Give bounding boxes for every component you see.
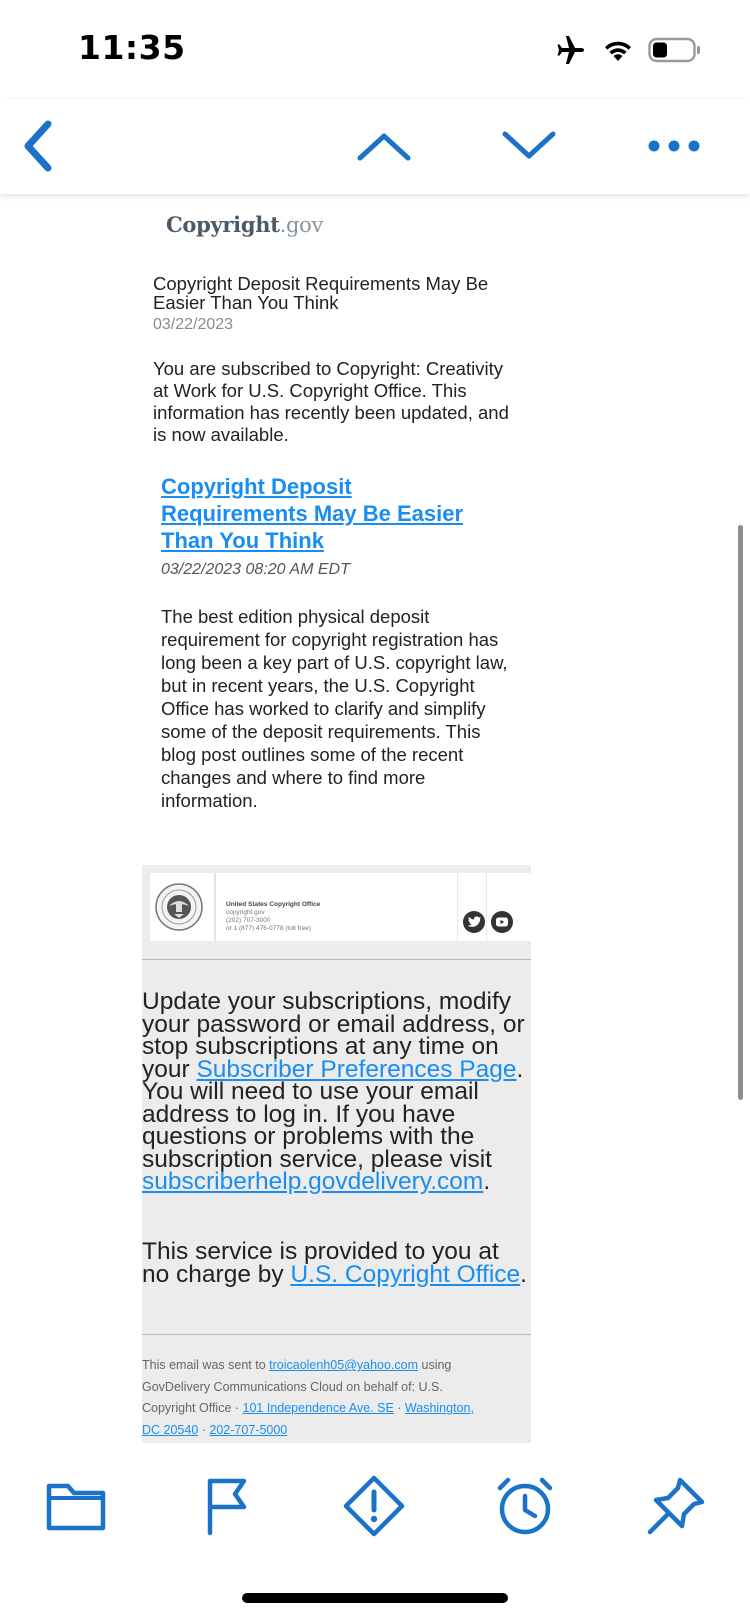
phone-link[interactable]: 202-707-5000 — [209, 1422, 288, 1437]
chevron-up-icon — [354, 126, 414, 166]
email-date: 03/22/2023 — [153, 316, 234, 333]
twitter-icon[interactable] — [463, 911, 485, 933]
home-indicator[interactable] — [242, 1593, 508, 1603]
status-time: 11:35 — [78, 28, 186, 67]
city-link[interactable]: Washington, DC 20540 — [142, 1401, 474, 1437]
back-button[interactable] — [6, 114, 70, 178]
subscription-notice: You are subscribed to Copyright: Creativity at Work for U.S. Copyright Office. This information has recently been updated, and is now available. — [153, 358, 509, 445]
pin-icon — [644, 1474, 708, 1538]
sent-to-notice: This email was sent to troicaolenh05@yahoo.com using GovDelivery Communications Cloud on behalf of: U.S. Copyright Office · 101 Independence Ave. SE · Washington, DC 20540 · 202-707-5000 — [142, 1358, 474, 1437]
article-summary: The best edition physical deposit requirement for copyright registration has long been a key part of U.S. copyright law, but in recent years, the U.S. Copyright Office has worked to clarify and simplify some of the deposit requirements. This blog post outlines some of the recent changes and where to find more information. — [161, 606, 508, 811]
address-link[interactable]: 101 Independence Ave. SE — [242, 1401, 394, 1415]
recipient-email-link[interactable]: troicaolenh05@yahoo.com — [269, 1358, 419, 1372]
move-to-folder-button[interactable] — [42, 1472, 110, 1540]
airplane-icon — [554, 35, 588, 65]
subscriber-preferences-link[interactable]: Subscriber Preferences Page — [196, 1055, 517, 1083]
copyright-office-seal-icon — [152, 874, 206, 940]
battery-icon — [648, 36, 702, 64]
flag-icon — [200, 1476, 256, 1536]
email-body — [0, 194, 750, 1444]
chevron-down-icon — [499, 126, 559, 166]
office-contact-info: United States Copyright Office copyright.gov (202) 707-3000 or 1 (877) 476-0778 (toll free) — [226, 901, 321, 932]
status-bar — [0, 0, 750, 100]
next-message-button[interactable] — [497, 114, 561, 178]
article-title-link[interactable]: Copyright Deposit Requirements May Be Easier Than You Think — [161, 474, 464, 553]
footer-divider-2 — [142, 1334, 531, 1335]
alarm-clock-icon — [493, 1474, 557, 1538]
more-options-button[interactable] — [642, 114, 706, 178]
email-footer — [142, 865, 531, 1443]
ellipsis-icon — [646, 136, 702, 156]
copyright-gov-logo: Copyright.gov — [166, 212, 324, 237]
snooze-button[interactable] — [491, 1472, 559, 1540]
email-subject: Copyright Deposit Requirements May Be Easier Than You Think — [153, 273, 489, 313]
flag-button[interactable] — [194, 1472, 262, 1540]
copyright-office-link[interactable]: U.S. Copyright Office — [290, 1260, 521, 1288]
subscription-management-text: Update your subscriptions, modify your password or email address, or stop subscriptions at any time on your Subscriber Preferences Page. You will need to use your email address to log in. If you have questions or problems with the subscription service, please visit subscriberhelp.govdelivery.com. — [142, 988, 525, 1195]
copyright-office-banner — [150, 873, 531, 941]
banner-divider — [214, 873, 216, 941]
youtube-icon[interactable] — [491, 911, 513, 933]
chevron-left-icon — [18, 116, 58, 176]
warning-diamond-icon — [342, 1474, 406, 1538]
article-date: 03/22/2023 08:20 AM EDT — [161, 561, 350, 578]
status-icons — [554, 34, 702, 66]
previous-message-button[interactable] — [352, 114, 416, 178]
folder-icon — [44, 1478, 108, 1534]
report-junk-button[interactable] — [340, 1472, 408, 1540]
nav-bar — [0, 100, 750, 194]
footer-divider — [142, 959, 531, 960]
wifi-icon — [602, 37, 634, 63]
subscriber-help-link[interactable]: subscriberhelp.govdelivery.com — [142, 1168, 484, 1195]
scroll-indicator[interactable] — [738, 525, 743, 1100]
service-provider-text: This service is provided to you at no charge by U.S. Copyright Office. — [142, 1238, 527, 1288]
pin-button[interactable] — [642, 1472, 710, 1540]
